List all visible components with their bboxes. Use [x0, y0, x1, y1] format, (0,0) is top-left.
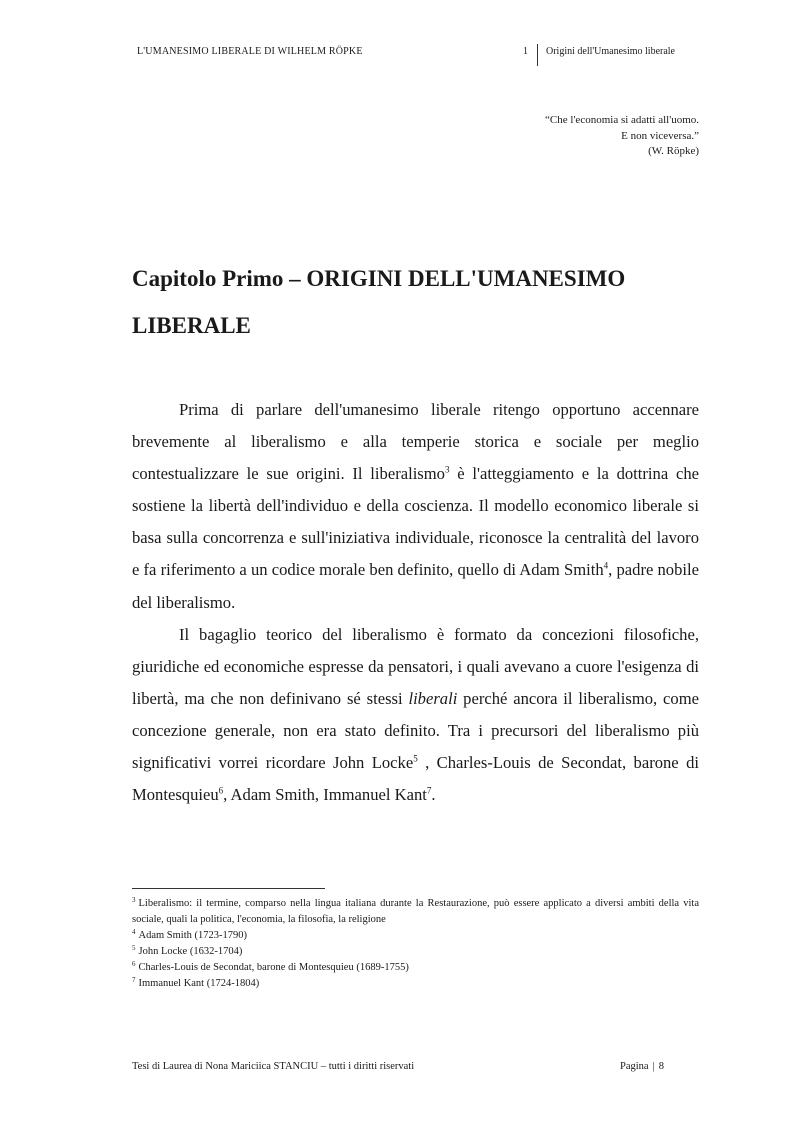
footnote-number: 3	[132, 895, 136, 904]
footnote-number: 6	[132, 959, 136, 968]
paragraph-1	[132, 394, 699, 619]
paragraph-2-italic: liberali	[408, 688, 458, 708]
footnote-text: Immanuel Kant (1724-1804)	[138, 978, 260, 989]
footnote-item	[132, 928, 699, 944]
paragraph-1-text-a: Prima di parlare dell'umanesimo liberale ritengo opportuno accennare brevemente al liberalismo e alla temperie storica e sociale per meglio contestualizzare le sue origini. Il liberalismo	[132, 400, 699, 484]
body-text	[132, 394, 699, 811]
footnote-number: 5	[132, 943, 136, 952]
page-number: 8	[658, 1061, 664, 1072]
footnote-ref-4: 4	[603, 560, 609, 571]
paragraph-2-text-e: .	[431, 785, 436, 805]
paragraph-1-text-b: è l'atteggiamento e la dottrina che sostiene la libertà dell'individuo e della coscienza. Il modello economico liberale si basa sulla concorrenza e sull'iniziativa individuale, riconosce la centralità del lavoro e fa riferimento a un codice morale ben definito, quello di Adam Smith	[132, 464, 699, 580]
footnote-number: 7	[132, 975, 136, 984]
chapter-title: Capitolo Primo – ORIGINI DELL'UMANESIMO LIBERALE	[132, 266, 626, 338]
paragraph-1-text-c: , padre nobile del liberalismo.	[132, 560, 699, 612]
epigraph-line-1: “Che l'economia si adatti all'uomo.	[545, 114, 699, 126]
running-header-chapter-title: Origini dell'Umanesimo liberale	[546, 46, 675, 57]
footnote-item	[132, 896, 699, 928]
footnote-ref-3: 3	[444, 464, 450, 475]
epigraph-author: (W. Röpke)	[648, 145, 699, 157]
paragraph-2	[132, 619, 699, 812]
footnote-number: 4	[132, 927, 136, 936]
paragraph-2-text-d: , Adam Smith, Immanuel Kant	[223, 785, 427, 805]
footnote-text: John Locke (1632-1704)	[138, 946, 243, 957]
running-header-title: L'UMANESIMO LIBERALE DI WILHELM RÖPKE	[137, 46, 363, 57]
footnotes	[132, 896, 699, 992]
epigraph	[439, 113, 699, 160]
paragraph-2-text-a: Il bagaglio teorico del liberalismo è formato da concezioni filosofiche, giuridiche ed economiche espresse da pensatori, i quali avevano a cuore l'esigenza di libertà, ma che non definivano sé stessi	[132, 624, 699, 708]
footnote-rule	[132, 888, 325, 889]
page-label: Pagina	[620, 1061, 649, 1072]
footer-pagination	[620, 1061, 664, 1072]
page-separator: |	[652, 1061, 655, 1072]
footnote-ref-5: 5	[413, 753, 418, 764]
footer-credit: Tesi di Laurea di Nona Mariciica STANCIU – tutti i diritti riservati	[132, 1061, 415, 1072]
footnote-item	[132, 944, 699, 960]
epigraph-line-2: E non viceversa.”	[621, 129, 699, 142]
footnote-ref-6: 6	[218, 785, 224, 796]
running-header-chapter-number: 1	[523, 46, 528, 57]
paragraph-2-text-c: , Charles-Louis de Secondat, barone di Montesquieu	[132, 753, 699, 805]
footnote-item	[132, 976, 699, 992]
footnote-ref-7: 7	[426, 785, 432, 796]
footnote-text: Liberalismo: il termine, comparso nella lingua italiana durante la Restaurazione, può essere applicato a diversi ambiti della vita sociale, quali la politica, l'economia, la filosofia, la religione	[132, 898, 699, 925]
footnote-text: Adam Smith (1723-1790)	[138, 930, 247, 941]
footnote-item	[132, 960, 699, 976]
header-divider	[537, 44, 538, 66]
footnote-text: Charles-Louis de Secondat, barone di Montesquieu (1689-1755)	[138, 962, 409, 973]
paragraph-2-text-b: perché ancora il liberalismo, come concezione generale, non era stato definito. Tra i precursori del liberalismo più significativi vorrei ricordare John Locke	[132, 688, 699, 773]
